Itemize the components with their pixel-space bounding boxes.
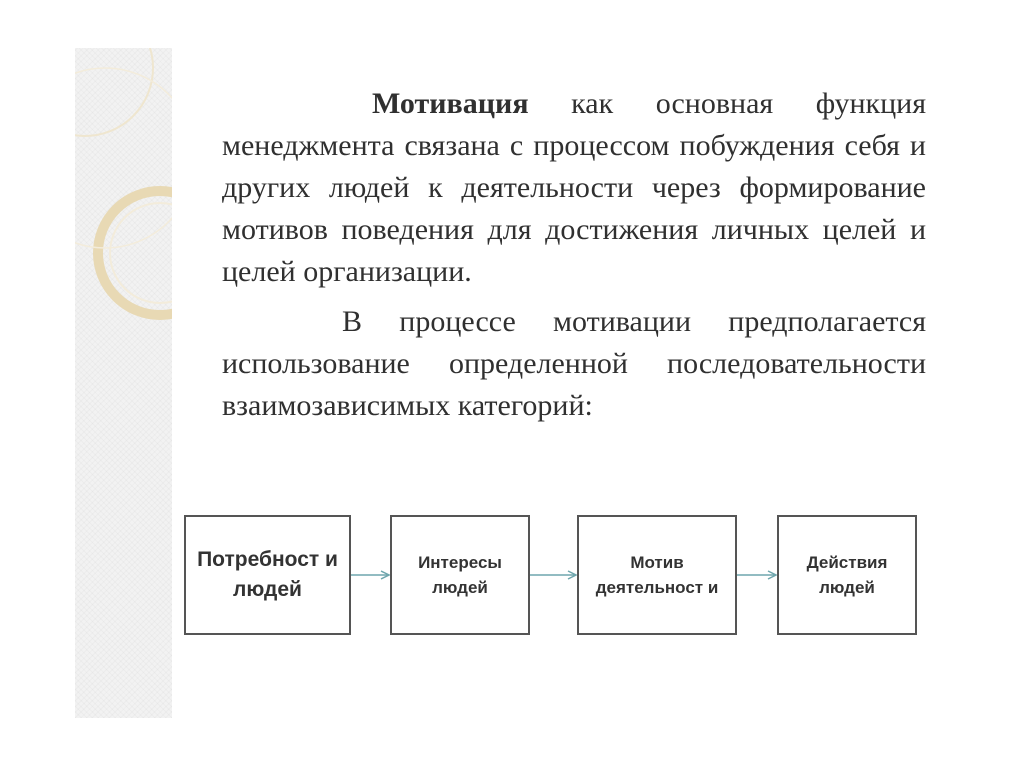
flow-box-interests-label: Интересы людей	[418, 553, 502, 597]
flow-box-interests	[390, 515, 530, 635]
flow-box-needs-label: Потребност и людей	[197, 548, 338, 601]
flow-box-motive-label: Мотив деятельност и	[595, 553, 719, 597]
paragraph-process: В процессе мотивации предполагается использование определенной последовательности взаимозависимых категорий:	[222, 305, 926, 422]
flow-box-motive	[577, 515, 737, 635]
flow-box-needs	[184, 515, 351, 635]
paragraph-motivation-text: как основная функция менеджмента связана с процессом побуждения себя и других людей к деятельности через формирование мотивов поведения для достижения личных целей и целей организации.	[222, 87, 926, 288]
flow-box-actions-label: Действия людей	[806, 553, 888, 597]
flow-box-actions	[777, 515, 917, 635]
term-motivation: Мотивация	[372, 87, 529, 120]
